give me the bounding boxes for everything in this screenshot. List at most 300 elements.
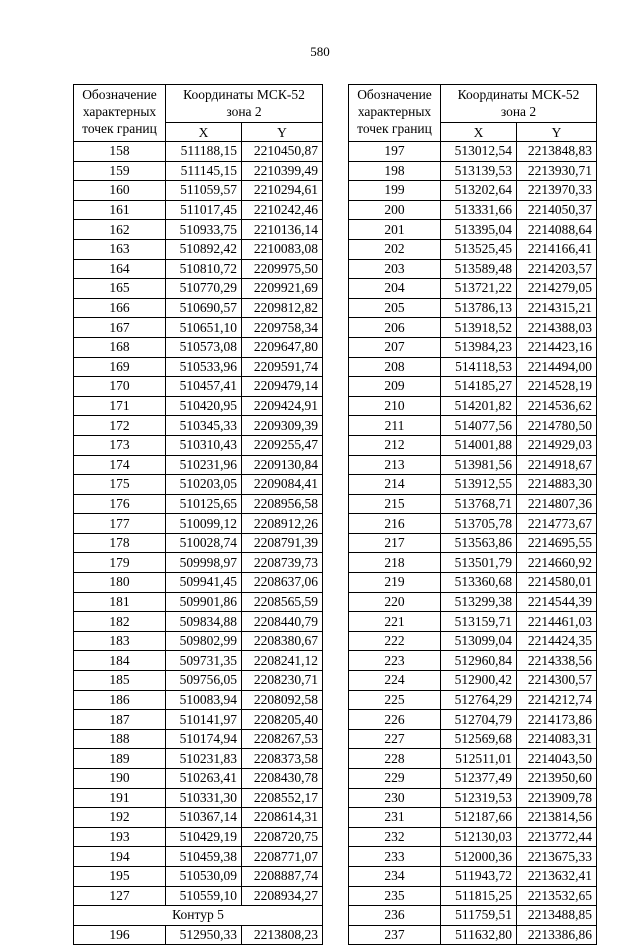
table-row [349,533,597,553]
point-label-line: характерных [82,104,157,119]
table-row [349,749,597,769]
table-row [349,337,597,357]
point-id-cell: 173 [74,435,166,455]
y-value-cell: 2214883,30 [517,475,597,495]
table-row [349,494,597,514]
table-row [74,455,323,475]
x-value-cell: 509731,35 [166,651,242,671]
y-value-cell: 2214088,64 [517,220,597,240]
table-row [74,749,323,769]
table-row [74,514,323,534]
y-value-cell: 2208230,71 [242,671,323,691]
right-table-body [349,142,597,945]
y-value-cell: 2214536,62 [517,396,597,416]
point-id-cell: 172 [74,416,166,436]
y-value-cell: 2209084,41 [242,475,323,495]
point-id-cell: 230 [349,788,441,808]
table-row [74,925,323,945]
table-row [349,827,597,847]
point-id-cell: 193 [74,827,166,847]
point-id-cell: 234 [349,866,441,886]
y-value-cell: 2214300,57 [517,671,597,691]
y-value-cell: 2208614,31 [242,808,323,828]
y-value-cell: 2208771,07 [242,847,323,867]
x-value-cell: 512319,53 [441,788,517,808]
y-value-cell: 2209130,84 [242,455,323,475]
y-value-cell: 2214660,92 [517,553,597,573]
x-value-cell: 513786,13 [441,298,517,318]
point-id-cell: 202 [349,239,441,259]
table-row [349,729,597,749]
point-id-cell: 222 [349,631,441,651]
table-row [349,357,597,377]
x-value-cell: 513721,22 [441,279,517,299]
y-value-cell: 2209479,14 [242,377,323,397]
y-value-cell: 2214929,03 [517,435,597,455]
table-row [74,847,323,867]
point-id-cell: 194 [74,847,166,867]
x-value-cell: 513299,38 [441,592,517,612]
point-id-cell: 229 [349,769,441,789]
x-value-cell: 512960,84 [441,651,517,671]
left-table-body [74,142,323,945]
table-row [74,396,323,416]
table-row [74,592,323,612]
coordinates-table-right [348,84,597,945]
y-value-cell: 2214043,50 [517,749,597,769]
point-id-cell: 179 [74,553,166,573]
point-id-cell: 205 [349,298,441,318]
table-row [74,142,323,162]
x-value-cell: 512511,01 [441,749,517,769]
x-value-cell: 511943,72 [441,866,517,886]
point-label-line: точек границ [82,121,157,136]
y-value-cell: 2208912,26 [242,514,323,534]
table-row [74,416,323,436]
x-value-cell: 513202,64 [441,181,517,201]
point-id-cell: 224 [349,671,441,691]
x-value-cell: 510810,72 [166,259,242,279]
point-id-cell: 178 [74,533,166,553]
table-row [74,827,323,847]
x-value-cell: 510331,30 [166,788,242,808]
y-value-cell: 2208373,58 [242,749,323,769]
table-row [349,161,597,181]
x-value-cell: 514185,27 [441,377,517,397]
point-id-cell: 232 [349,827,441,847]
table-row [349,866,597,886]
x-value-cell: 511815,25 [441,886,517,906]
point-id-cell: 171 [74,396,166,416]
y-value-cell: 2208637,06 [242,573,323,593]
point-id-cell: 233 [349,847,441,867]
y-value-cell: 2214494,00 [517,357,597,377]
point-id-cell: 215 [349,494,441,514]
contour-label: Контур 5 [74,906,323,926]
table-row [349,318,597,338]
y-value-cell: 2213930,71 [517,161,597,181]
point-id-cell: 214 [349,475,441,495]
y-value-cell: 2210450,87 [242,142,323,162]
x-value-cell: 511632,80 [441,925,517,945]
y-value-cell: 2214424,35 [517,631,597,651]
point-id-cell: 165 [74,279,166,299]
table-row [74,533,323,553]
y-value-cell: 2208380,67 [242,631,323,651]
x-value-cell: 511017,45 [166,200,242,220]
table-row [74,279,323,299]
y-value-cell: 2214544,39 [517,592,597,612]
table-row [349,612,597,632]
point-id-cell: 196 [74,925,166,945]
x-value-cell: 513589,48 [441,259,517,279]
y-value-cell: 2210242,46 [242,200,323,220]
table-row [349,592,597,612]
x-value-cell: 514001,88 [441,435,517,455]
x-value-cell: 513918,52 [441,318,517,338]
coords-label-header [441,85,597,123]
point-id-cell: 127 [74,886,166,906]
table-row [74,494,323,514]
table-row [74,553,323,573]
x-value-cell: 509802,99 [166,631,242,651]
x-value-cell: 510231,96 [166,455,242,475]
table-row [349,651,597,671]
x-value-cell: 513099,04 [441,631,517,651]
x-value-cell: 511759,51 [441,906,517,926]
table-row [74,729,323,749]
point-label-line: точек границ [357,121,432,136]
table-row [349,514,597,534]
y-value-cell: 2214338,56 [517,651,597,671]
point-id-cell: 227 [349,729,441,749]
table-row [74,690,323,710]
x-value-cell: 510263,41 [166,769,242,789]
page-number: 580 [310,44,330,59]
x-value-cell: 512187,66 [441,808,517,828]
y-value-cell: 2213532,65 [517,886,597,906]
y-value-cell: 2213814,56 [517,808,597,828]
x-value-cell: 510459,38 [166,847,242,867]
x-value-cell: 509901,86 [166,592,242,612]
table-row [349,396,597,416]
point-id-cell: 187 [74,710,166,730]
y-value-cell: 2213848,83 [517,142,597,162]
table-row [74,631,323,651]
y-value-cell: 2214315,21 [517,298,597,318]
table-row [74,161,323,181]
x-value-cell: 510028,74 [166,533,242,553]
point-id-cell: 160 [74,181,166,201]
x-value-cell: 514201,82 [441,396,517,416]
y-value-cell: 2208552,17 [242,788,323,808]
x-value-cell: 511188,15 [166,142,242,162]
x-value-cell: 513525,45 [441,239,517,259]
table-row [349,925,597,945]
x-value-cell: 512704,79 [441,710,517,730]
point-id-cell: 161 [74,200,166,220]
y-value-cell: 2208720,75 [242,827,323,847]
table-row [349,298,597,318]
y-value-cell: 2214203,57 [517,259,597,279]
y-value-cell: 2208934,27 [242,886,323,906]
y-value-cell: 2213632,41 [517,866,597,886]
point-id-cell: 235 [349,886,441,906]
point-id-cell: 174 [74,455,166,475]
y-value-cell: 2209921,69 [242,279,323,299]
x-value-cell: 513331,66 [441,200,517,220]
point-id-cell: 181 [74,592,166,612]
x-value-cell: 512130,03 [441,827,517,847]
x-value-cell: 510573,08 [166,337,242,357]
y-value-cell: 2209975,50 [242,259,323,279]
table-row [349,886,597,906]
point-id-cell: 200 [349,200,441,220]
y-value-cell: 2210083,08 [242,239,323,259]
point-id-cell: 177 [74,514,166,534]
point-id-cell: 198 [349,161,441,181]
x-value-cell: 514118,53 [441,357,517,377]
table-row [349,416,597,436]
point-id-cell: 163 [74,239,166,259]
point-id-cell: 191 [74,788,166,808]
table-row [349,808,597,828]
x-value-cell: 510203,05 [166,475,242,495]
x-value-cell: 510310,43 [166,435,242,455]
point-id-cell: 168 [74,337,166,357]
point-id-cell: 220 [349,592,441,612]
y-value-cell: 2214423,16 [517,337,597,357]
x-value-cell: 513984,23 [441,337,517,357]
point-id-cell: 209 [349,377,441,397]
x-value-cell: 510141,97 [166,710,242,730]
point-id-cell: 201 [349,220,441,240]
point-id-cell: 207 [349,337,441,357]
x-value-cell: 513139,53 [441,161,517,181]
y-value-cell: 2208440,79 [242,612,323,632]
x-value-cell: 513501,79 [441,553,517,573]
table-row [349,259,597,279]
y-value-cell: 2213909,78 [517,788,597,808]
y-value-cell: 2210399,49 [242,161,323,181]
table-row [349,769,597,789]
y-value-cell: 2214461,03 [517,612,597,632]
point-id-cell: 223 [349,651,441,671]
point-id-cell: 237 [349,925,441,945]
x-value-cell: 510083,94 [166,690,242,710]
y-value-cell: 2213970,33 [517,181,597,201]
point-id-cell: 228 [349,749,441,769]
table-row [74,259,323,279]
x-value-cell: 513705,78 [441,514,517,534]
point-id-cell: 190 [74,769,166,789]
y-value-cell: 2208267,53 [242,729,323,749]
point-id-cell: 216 [349,514,441,534]
y-value-cell: 2214773,67 [517,514,597,534]
point-id-cell: 176 [74,494,166,514]
table-row [74,475,323,495]
y-value-cell: 2213808,23 [242,925,323,945]
y-column-header: Y [517,123,597,142]
table-row [74,710,323,730]
x-value-cell: 513395,04 [441,220,517,240]
x-value-cell: 513912,55 [441,475,517,495]
point-id-cell: 188 [74,729,166,749]
y-value-cell: 2214807,36 [517,494,597,514]
point-id-cell: 236 [349,906,441,926]
y-value-cell: 2214173,86 [517,710,597,730]
y-value-cell: 2208430,78 [242,769,323,789]
x-value-cell: 510559,10 [166,886,242,906]
point-id-cell: 221 [349,612,441,632]
y-value-cell: 2209309,39 [242,416,323,436]
x-value-cell: 514077,56 [441,416,517,436]
table-row [349,239,597,259]
x-value-cell: 513981,56 [441,455,517,475]
point-id-cell: 169 [74,357,166,377]
y-value-cell: 2209591,74 [242,357,323,377]
point-id-cell: 199 [349,181,441,201]
table-row [74,651,323,671]
table-row [349,906,597,926]
x-value-cell: 510231,83 [166,749,242,769]
table-row [74,886,323,906]
x-value-cell: 512569,68 [441,729,517,749]
point-label-line: Обозначение [82,87,157,102]
table-row [74,220,323,240]
x-value-cell: 510690,57 [166,298,242,318]
point-id-cell: 225 [349,690,441,710]
point-id-cell: 184 [74,651,166,671]
x-value-cell: 511145,15 [166,161,242,181]
x-value-cell: 513159,71 [441,612,517,632]
point-id-cell: 164 [74,259,166,279]
point-id-cell: 212 [349,435,441,455]
y-value-cell: 2209255,47 [242,435,323,455]
y-value-cell: 2214780,50 [517,416,597,436]
table-row [349,435,597,455]
point-id-cell: 226 [349,710,441,730]
point-id-cell: 211 [349,416,441,436]
y-value-cell: 2209812,82 [242,298,323,318]
x-value-cell: 510099,12 [166,514,242,534]
contour-row [74,906,323,926]
x-value-cell: 510345,33 [166,416,242,436]
y-value-cell: 2214695,55 [517,533,597,553]
x-column-header: X [166,123,242,142]
y-value-cell: 2208565,59 [242,592,323,612]
table-row [74,318,323,338]
x-value-cell: 512764,29 [441,690,517,710]
y-column-header: Y [242,123,323,142]
table-row [349,710,597,730]
table-row [74,181,323,201]
x-value-cell: 509834,88 [166,612,242,632]
coords-label-line: Координаты МСК-52 [183,87,305,102]
x-value-cell: 510367,14 [166,808,242,828]
table-row [74,200,323,220]
table-row [74,573,323,593]
x-value-cell: 510892,42 [166,239,242,259]
y-value-cell: 2208791,39 [242,533,323,553]
point-id-cell: 206 [349,318,441,338]
point-id-cell: 219 [349,573,441,593]
x-value-cell: 510933,75 [166,220,242,240]
table-row [349,573,597,593]
y-value-cell: 2214050,37 [517,200,597,220]
table-row [349,788,597,808]
table-row [349,142,597,162]
x-value-cell: 513768,71 [441,494,517,514]
y-value-cell: 2209424,91 [242,396,323,416]
table-row [74,671,323,691]
y-value-cell: 2208092,58 [242,690,323,710]
x-value-cell: 512000,36 [441,847,517,867]
x-value-cell: 509756,05 [166,671,242,691]
table-row [349,690,597,710]
coords-label-header [166,85,323,123]
x-value-cell: 509998,97 [166,553,242,573]
point-id-cell: 213 [349,455,441,475]
table-row [349,553,597,573]
y-value-cell: 2213386,86 [517,925,597,945]
point-id-cell: 192 [74,808,166,828]
point-id-cell: 231 [349,808,441,828]
point-label-header [74,85,166,142]
point-id-cell: 218 [349,553,441,573]
table-row [349,377,597,397]
point-id-cell: 166 [74,298,166,318]
table-row [349,220,597,240]
table-row [74,357,323,377]
point-id-cell: 185 [74,671,166,691]
y-value-cell: 2208205,40 [242,710,323,730]
point-id-cell: 167 [74,318,166,338]
y-value-cell: 2213950,60 [517,769,597,789]
x-column-header: X [441,123,517,142]
table-row [349,200,597,220]
y-value-cell: 2214212,74 [517,690,597,710]
table-row [74,298,323,318]
point-id-cell: 195 [74,866,166,886]
point-id-cell: 197 [349,142,441,162]
x-value-cell: 513012,54 [441,142,517,162]
point-id-cell: 162 [74,220,166,240]
point-label-line: Обозначение [357,87,432,102]
table-row [74,239,323,259]
x-value-cell: 510174,94 [166,729,242,749]
x-value-cell: 510457,41 [166,377,242,397]
x-value-cell: 513563,86 [441,533,517,553]
y-value-cell: 2208956,58 [242,494,323,514]
point-id-cell: 217 [349,533,441,553]
x-value-cell: 512950,33 [166,925,242,945]
x-value-cell: 513360,68 [441,573,517,593]
y-value-cell: 2213772,44 [517,827,597,847]
y-value-cell: 2213675,33 [517,847,597,867]
table-row [349,279,597,299]
point-id-cell: 208 [349,357,441,377]
y-value-cell: 2214388,03 [517,318,597,338]
point-label-header [349,85,441,142]
table-row [74,377,323,397]
coordinates-table-left [73,84,323,945]
x-value-cell: 510770,29 [166,279,242,299]
coords-label-line: зона 2 [226,104,262,119]
point-label-line: характерных [357,104,432,119]
x-value-cell: 510420,95 [166,396,242,416]
y-value-cell: 2214918,67 [517,455,597,475]
